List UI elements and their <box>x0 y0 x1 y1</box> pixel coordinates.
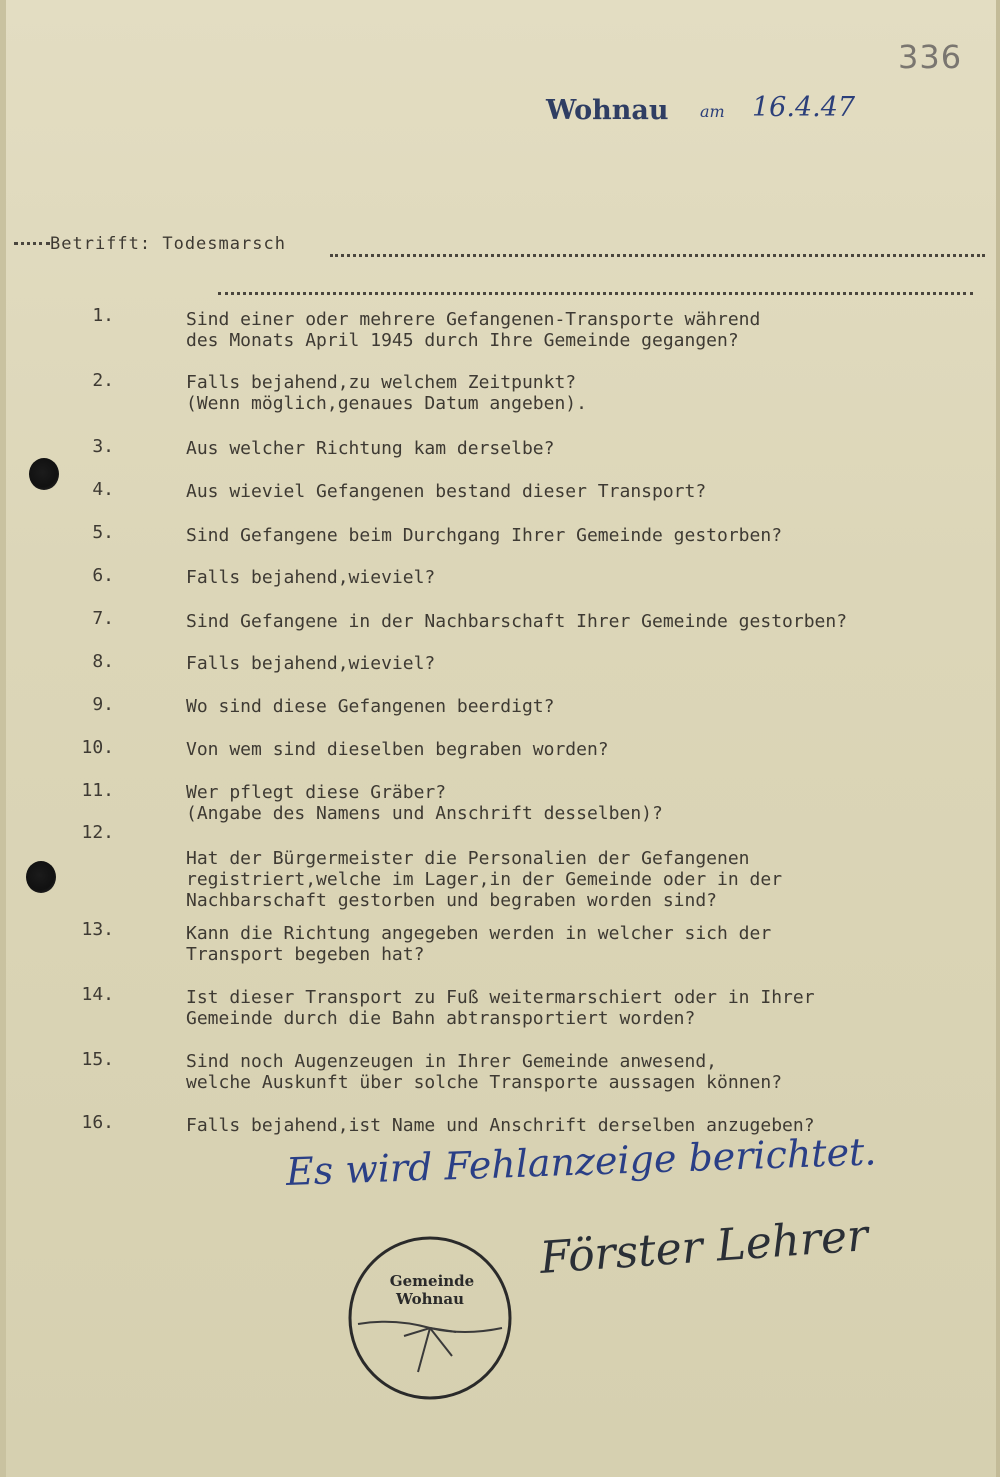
question-text: Falls bejahend,ist Name und Anschrift derselben anzugeben? <box>186 1115 815 1136</box>
question-number: 14. <box>81 984 114 1005</box>
question-text: Falls bejahend,wieviel? <box>186 653 436 674</box>
question-number: 5. <box>92 522 114 543</box>
question-text: Sind Gefangene in der Nachbarschaft Ihrer Gemeinde gestorben? <box>186 611 848 632</box>
place-name: Wohnau <box>546 95 669 126</box>
question-text: Aus wieviel Gefangenen bestand dieser Transport? <box>186 481 707 502</box>
stamp-eagle-icon <box>404 1328 456 1372</box>
question-text: Hat der Bürgermeister die Personalien der Gefangenen registriert,welche im Lager,in der Gemeinde oder in der Nachbarschaft gestorben und begraben worden sind? <box>186 848 783 911</box>
handwritten-answer: Es wird Fehlanzeige berichtet. <box>285 1129 878 1194</box>
question-number: 6. <box>92 565 114 586</box>
stamp-line-2: Wohnau <box>395 1290 465 1308</box>
question-number: 3. <box>92 436 114 457</box>
subject-leader-line <box>14 242 50 245</box>
punch-hole <box>26 861 56 893</box>
question-number: 12. <box>81 822 114 843</box>
question-number: 16. <box>81 1112 114 1133</box>
signature: Förster Lehrer <box>538 1210 870 1284</box>
date-prefix: am <box>700 102 725 121</box>
question-text: Wo sind diese Gefangenen beerdigt? <box>186 696 555 717</box>
subject-dotted-line-2 <box>218 292 973 295</box>
question-text: Falls bejahend,zu welchem Zeitpunkt? (Wenn möglich,genaues Datum angeben). <box>186 372 587 414</box>
question-number: 15. <box>81 1049 114 1070</box>
question-number: 8. <box>92 651 114 672</box>
question-text: Kann die Richtung angegeben werden in welcher sich der Transport begeben hat? <box>186 923 772 965</box>
page-number: 336 <box>898 38 963 76</box>
question-number: 7. <box>92 608 114 629</box>
question-text: Falls bejahend,wieviel? <box>186 567 436 588</box>
punch-hole <box>29 458 59 490</box>
subject-dotted-line <box>330 254 985 257</box>
question-text: Sind einer oder mehrere Gefangenen-Transporte während des Monats April 1945 durch Ihre Gemeinde gegangen? <box>186 309 761 351</box>
question-number: 4. <box>92 479 114 500</box>
paper-edge-right <box>996 0 1000 1477</box>
question-text: Sind noch Augenzeugen in Ihrer Gemeinde anwesend, welche Auskunft über solche Transporte aussagen können? <box>186 1051 783 1093</box>
question-number: 11. <box>81 780 114 801</box>
subject-line: Betrifft: Todesmarsch <box>50 234 286 254</box>
stamp-line-1: Gemeinde <box>389 1272 475 1290</box>
question-text: Wer pflegt diese Gräber? (Angabe des Namens und Anschrift desselben)? <box>186 782 663 824</box>
question-text: Aus welcher Richtung kam derselbe? <box>186 438 555 459</box>
question-number: 9. <box>92 694 114 715</box>
question-text: Sind Gefangene beim Durchgang Ihrer Gemeinde gestorben? <box>186 525 783 546</box>
question-text: Ist dieser Transport zu Fuß weitermarschiert oder in Ihrer Gemeinde durch die Bahn abtransportiert worden? <box>186 987 815 1029</box>
stamp-outer-ring <box>350 1238 510 1398</box>
date: 16.4.47 <box>752 92 856 123</box>
question-text: Von wem sind dieselben begraben worden? <box>186 739 609 760</box>
paper-edge-left <box>0 0 6 1477</box>
question-number: 2. <box>92 370 114 391</box>
question-number: 1. <box>92 305 114 326</box>
municipal-stamp <box>344 1232 516 1404</box>
question-number: 13. <box>81 919 114 940</box>
question-number: 10. <box>81 737 114 758</box>
